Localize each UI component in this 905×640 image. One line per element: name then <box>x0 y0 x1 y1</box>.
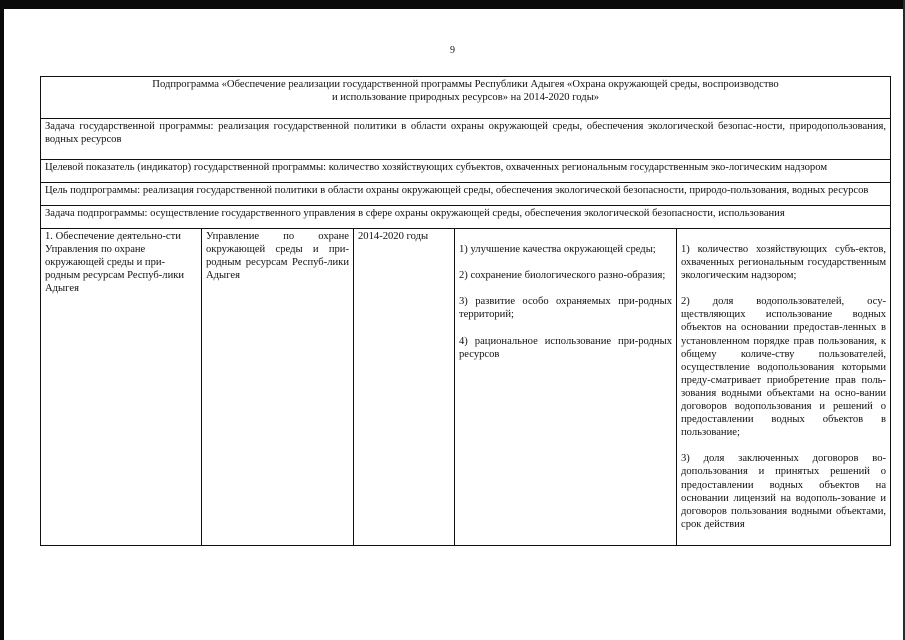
expected-results-cell <box>455 228 677 545</box>
subprogram-title-line-2: и использование природных ресурсов» на 2014-2020 годы» <box>331 92 600 104</box>
target-indicator-cell: Целевой показатель (индикатор) государственной программы: количество хозяйствующих субъектов, охваченных региональным государственным эко-логическим надзором <box>41 160 891 183</box>
expected-result-item: 3) развитие особо охраняемых при-родных территорий; <box>459 296 672 321</box>
expected-result-item: 1) улучшение качества окружающей среды; <box>459 243 656 255</box>
program-task-cell: Задача государственной программы: реализация государственной политики в области охраны окружающей среды, обеспечения экологической безопас-ности, природопользования, водных ресурсов <box>41 118 891 160</box>
expected-result-item: 2) сохранение биологического разно-образия; <box>459 270 666 282</box>
measure-row <box>41 228 891 545</box>
scan-border-left <box>0 0 4 640</box>
target-indicator-row <box>41 160 891 183</box>
page-number: 9 <box>450 45 455 56</box>
scan-border-top <box>0 0 905 9</box>
subprogram-title <box>41 77 891 119</box>
subprogram-task-cell: Задача подпрограммы: осуществление государственного управления в сфере охраны окружающей среды, обеспечения экологической безопасности, использования <box>41 205 891 228</box>
subprogram-task-row <box>41 205 891 228</box>
expected-result-item: 4) рациональное использование при-родных ресурсов <box>459 335 672 360</box>
subprogram-title-line-1: Подпрограмма «Обеспечение реализации государственной программы Республики Адыгея «Охрана окружающей среды, воспроизводство <box>152 79 779 90</box>
subprogram-goal-cell: Цель подпрограммы: реализация государственной политики в области охраны окружающей среды, обеспечения экологической безопасности, природо-пользования, водных ресурсов <box>41 182 891 205</box>
indicators-cell <box>677 228 891 545</box>
indicator-item: 1) количество хозяйствующих субъ-ектов, охваченных региональным государственным экологическим надзором; <box>681 243 887 282</box>
indicator-item: 2) доля водопользователей, осу-ществляющих использование водных объектов на основании предостав-ленных в установленном порядке прав пользования, к общему количе-ству пользователей, осуществление водопользования которыми преду-сматривает приобретение прав поль-зования водными объектами на осно-вании договоров водопользования и решений о предоставлении водных объектов в пользование; <box>681 296 887 439</box>
subprogram-goal-row <box>41 182 891 205</box>
title-row <box>41 77 891 119</box>
period-cell: 2014-2020 годы <box>354 228 455 545</box>
measure-name-cell: 1. Обеспечение деятельно-сти Управления по охране окружающей среды и при-родным ресурсам Респуб-лики Адыгея <box>41 228 202 545</box>
executor-cell: Управление по охране окружающей среды и при-родным ресурсам Респуб-лики Адыгея <box>202 228 354 545</box>
program-task-row <box>41 118 891 160</box>
indicator-item: 3) доля заключенных договоров во-допользования и принятых решений о предоставлении водных объектов на основании лицензий на водополь-зование и договоров пользования водными объектами, срок действия <box>681 453 887 530</box>
program-table <box>40 76 891 546</box>
